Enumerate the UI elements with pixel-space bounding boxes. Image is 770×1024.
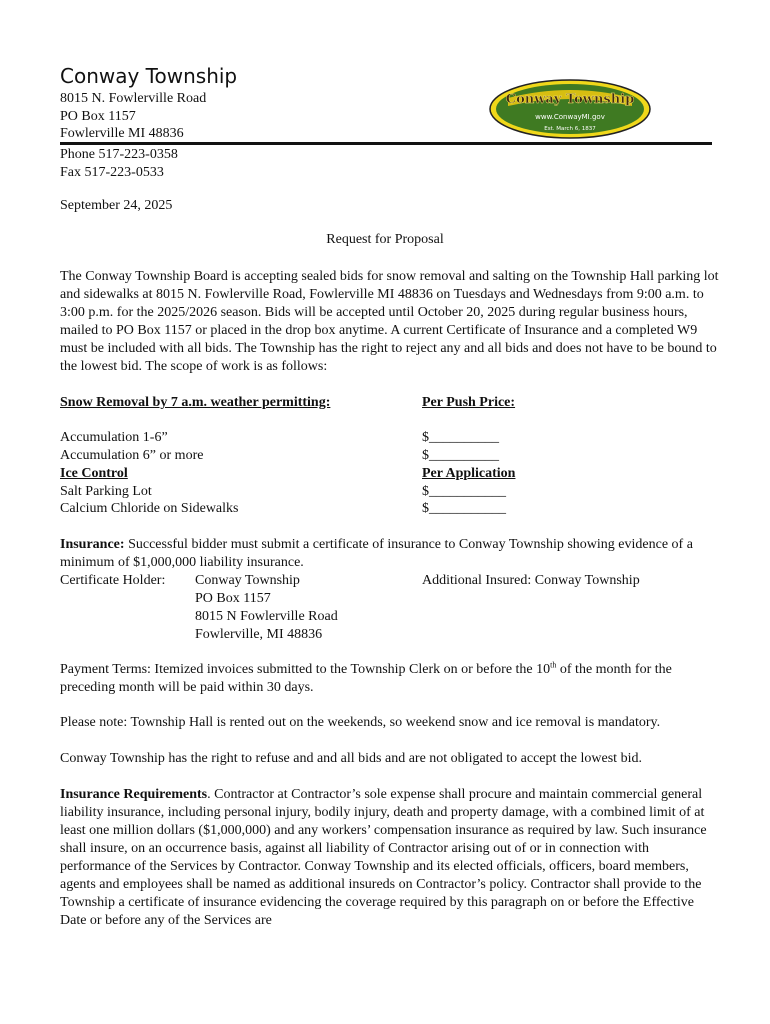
additional-insured: Additional Insured: Conway Township (422, 573, 640, 588)
intro-paragraph: The Conway Township Board is accepting sealed bids for snow removal and salting on the Township Hall parking lot and sidewalks at 8015 N. Fowlerville Road, Fowlerville MI 48836 on Tuesdays and Wednesdays from 9:00 a.m. to 3:00 p.m. for the 2025/2026 season. Bids will be accepted until October 20, 2025 during regular business hours, mailed to PO Box 1157 or placed in the drop box anytime. A current Certificate of Insurance and a completed W9 must be included with all bids. The Township has the right to reject any and all bids and does not have to be bound to the lowest bid. The scope of work is as follows: (60, 269, 719, 374)
insurance-label: Insurance: (60, 537, 125, 552)
contact-block (60, 146, 178, 182)
ordinal-suffix: th (550, 660, 557, 670)
holder-line: 8015 N Fowlerville Road (195, 609, 338, 624)
address-line: PO Box 1157 (60, 108, 136, 124)
logo-est-text: Est. March 6, 1837 (544, 126, 596, 132)
insurance-requirements-label: Insurance Requirements (60, 787, 208, 802)
holder-line: PO Box 1157 (195, 591, 271, 606)
certificate-holder-label: Certificate Holder: (60, 573, 166, 588)
salt-blank: $___________ (422, 484, 506, 499)
accumulation-1-blank: $__________ (422, 430, 499, 445)
insurance-paragraph (60, 536, 720, 572)
logo-title-text: Conway Township (505, 92, 635, 107)
header-rule (60, 142, 712, 145)
accumulation-2-label: Accumulation 6” or more (60, 448, 204, 463)
accumulation-1-label: Accumulation 1-6” (60, 430, 168, 445)
holder-line: Fowlerville, MI 48836 (195, 627, 323, 642)
phone: Phone 517-223-0358 (60, 147, 178, 162)
address-line: Fowlerville MI 48836 (60, 126, 184, 141)
ice-control-heading: Ice Control (60, 466, 128, 481)
document-title: Request for Proposal (326, 232, 444, 247)
insurance-text: Successful bidder must submit a certificate of insurance to Conway Township showing evidence of a minimum of $1,000,000 liability insurance. (60, 537, 693, 570)
certificate-holder-address (195, 572, 338, 644)
insurance-requirements-text: . Contractor at Contractor’s sole expense shall procure and maintain commercial general liability insurance, including personal injury, bodily injury, death and property damage, with a combined limit of at least one million dollars ($1,000,000) and any workers’ compensation insurance as required by law. Such insurance shall insure, on an occurrence basis, against all liability of Contractor arising out of or in connection with performance of the Services by Contractor. Conway Township and its elected officials, officers, board members, agents and employees shall be named as additional insureds on Contractor’s policy. Contractor shall provide to the Township a certificate of insurance evidencing the coverage required by this paragraph on or before the Effective Date or before any of the Services are (60, 787, 707, 928)
logo-url-text: www.ConwayMI.gov (535, 113, 605, 121)
refuse-bids-statement: Conway Township has the right to refuse and and all bids and are not obligated to accept the lowest bid. (60, 751, 642, 766)
payment-text-after: of the month for the preceding month will be paid within 30 days. (60, 662, 672, 695)
per-push-heading: Per Push Price: (422, 395, 516, 410)
org-name: Conway Township (60, 64, 238, 88)
payment-terms-paragraph (60, 661, 720, 697)
fax: Fax 517-223-0533 (60, 165, 164, 180)
salt-label: Salt Parking Lot (60, 484, 152, 499)
accumulation-2-blank: $__________ (422, 448, 499, 463)
calcium-blank: $___________ (422, 501, 506, 516)
insurance-requirements-paragraph (60, 786, 720, 930)
township-logo (488, 78, 652, 140)
per-application-heading: Per Application (422, 466, 516, 481)
address-block (60, 90, 206, 143)
payment-text-before: Payment Terms: Itemized invoices submitted to the Township Clerk on or before the 10 (60, 662, 551, 677)
snow-removal-heading: Snow Removal by 7 a.m. weather permitting: (60, 395, 331, 410)
letter-date: September 24, 2025 (60, 198, 173, 213)
holder-line: Conway Township (195, 573, 300, 588)
weekend-note: Please note: Township Hall is rented out on the weekends, so weekend snow and ice removal is mandatory. (60, 715, 661, 730)
calcium-label: Calcium Chloride on Sidewalks (60, 501, 239, 516)
address-line: 8015 N. Fowlerville Road (60, 91, 207, 106)
